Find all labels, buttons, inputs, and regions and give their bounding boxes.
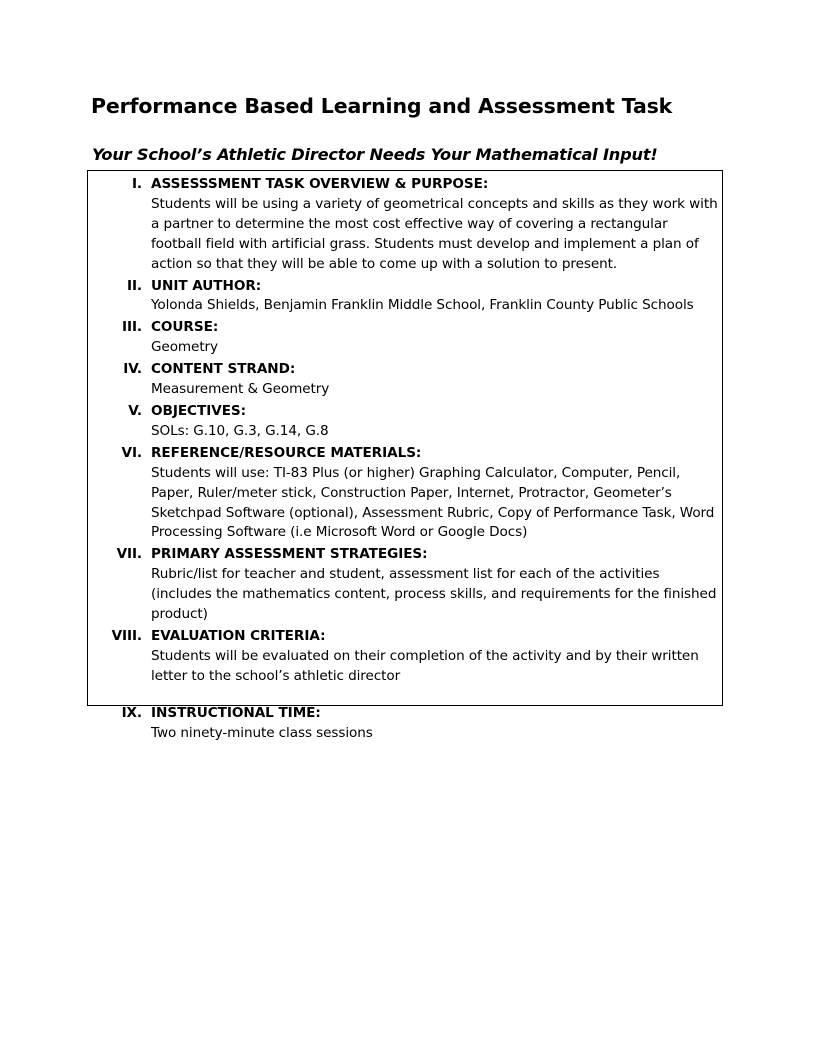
section-content [142, 316, 224, 358]
section-body: Students will be evaluated on their completion of the activity and by their written letter to the school’s athletic director [151, 647, 699, 684]
page-subtitle: Your School’s Athletic Director Needs Your Mathematical Input! [92, 145, 658, 164]
task-section [88, 625, 724, 687]
section-content [142, 543, 724, 625]
section-content [142, 400, 335, 442]
section-numeral: V. [128, 402, 142, 419]
section-heading: COURSE: [151, 319, 219, 336]
section-numeral: VII. [116, 546, 142, 563]
task-section [88, 173, 724, 275]
section-body: Rubric/list for teacher and student, assessment list for each of the activities (includes the mathematics content, process skills, and requirements for the finished product) [151, 566, 717, 623]
section-numeral: VI. [121, 444, 142, 461]
section-numeral: IX. [121, 704, 142, 721]
page-title: Performance Based Learning and Assessment Task [91, 94, 673, 118]
section-content [142, 173, 724, 275]
section-heading: ASSESSSMENT TASK OVERVIEW & PURPOSE: [151, 176, 489, 192]
section-body: Two ninety-minute class sessions [151, 724, 373, 741]
task-section-list [88, 173, 724, 743]
section-content [142, 702, 379, 744]
section-numeral: IV. [123, 361, 142, 378]
section-numeral: VIII. [111, 627, 142, 644]
task-section [88, 400, 724, 442]
task-section [88, 702, 724, 744]
task-section [88, 442, 724, 544]
section-heading: REFERENCE/RESOURCE MATERIALS: [151, 444, 422, 461]
section-heading: INSTRUCTIONAL TIME: [151, 704, 321, 721]
task-overview-box [87, 170, 723, 741]
section-numeral: I. [131, 176, 142, 192]
section-body: Students will use: TI-83 Plus (or higher) Graphing Calculator, Computer, Pencil, Paper, Ruler/meter stick, Construction Paper, Internet, Protractor, Geometer’s Sketchpad Software (optional), Assessment Rubric, Copy of Performance Task, Word Processing Software (i.e Microsoft Word or Google Docs) [151, 464, 715, 541]
section-content [142, 442, 724, 544]
section-content [142, 358, 335, 400]
task-section [88, 275, 724, 317]
section-numeral: II. [127, 277, 142, 294]
section-content [142, 625, 724, 687]
task-section [88, 358, 724, 400]
section-body: Geometry [151, 339, 218, 356]
task-section [88, 316, 724, 358]
section-heading: EVALUATION CRITERIA: [151, 627, 326, 644]
section-numeral: III. [122, 319, 142, 336]
task-section [88, 543, 724, 625]
section-body: Measurement & Geometry [151, 381, 330, 398]
section-heading: PRIMARY ASSESSMENT STRATEGIES: [151, 546, 428, 563]
section-body: Yolonda Shields, Benjamin Franklin Middle School, Franklin County Public Schools [151, 297, 694, 314]
section-body: Students will be using a variety of geometrical concepts and skills as they work with a partner to determine the most cost effective way of covering a rectangular football field with artificial grass. Students must develop and implement a plan of action so that they will be able to come up with a solution to present. [151, 195, 718, 272]
section-heading: UNIT AUTHOR: [151, 277, 262, 294]
section-heading: CONTENT STRAND: [151, 361, 296, 378]
section-content [142, 275, 700, 317]
section-heading: OBJECTIVES: [151, 402, 247, 419]
section-body: SOLs: G.10, G.3, G.14, G.8 [151, 422, 329, 439]
